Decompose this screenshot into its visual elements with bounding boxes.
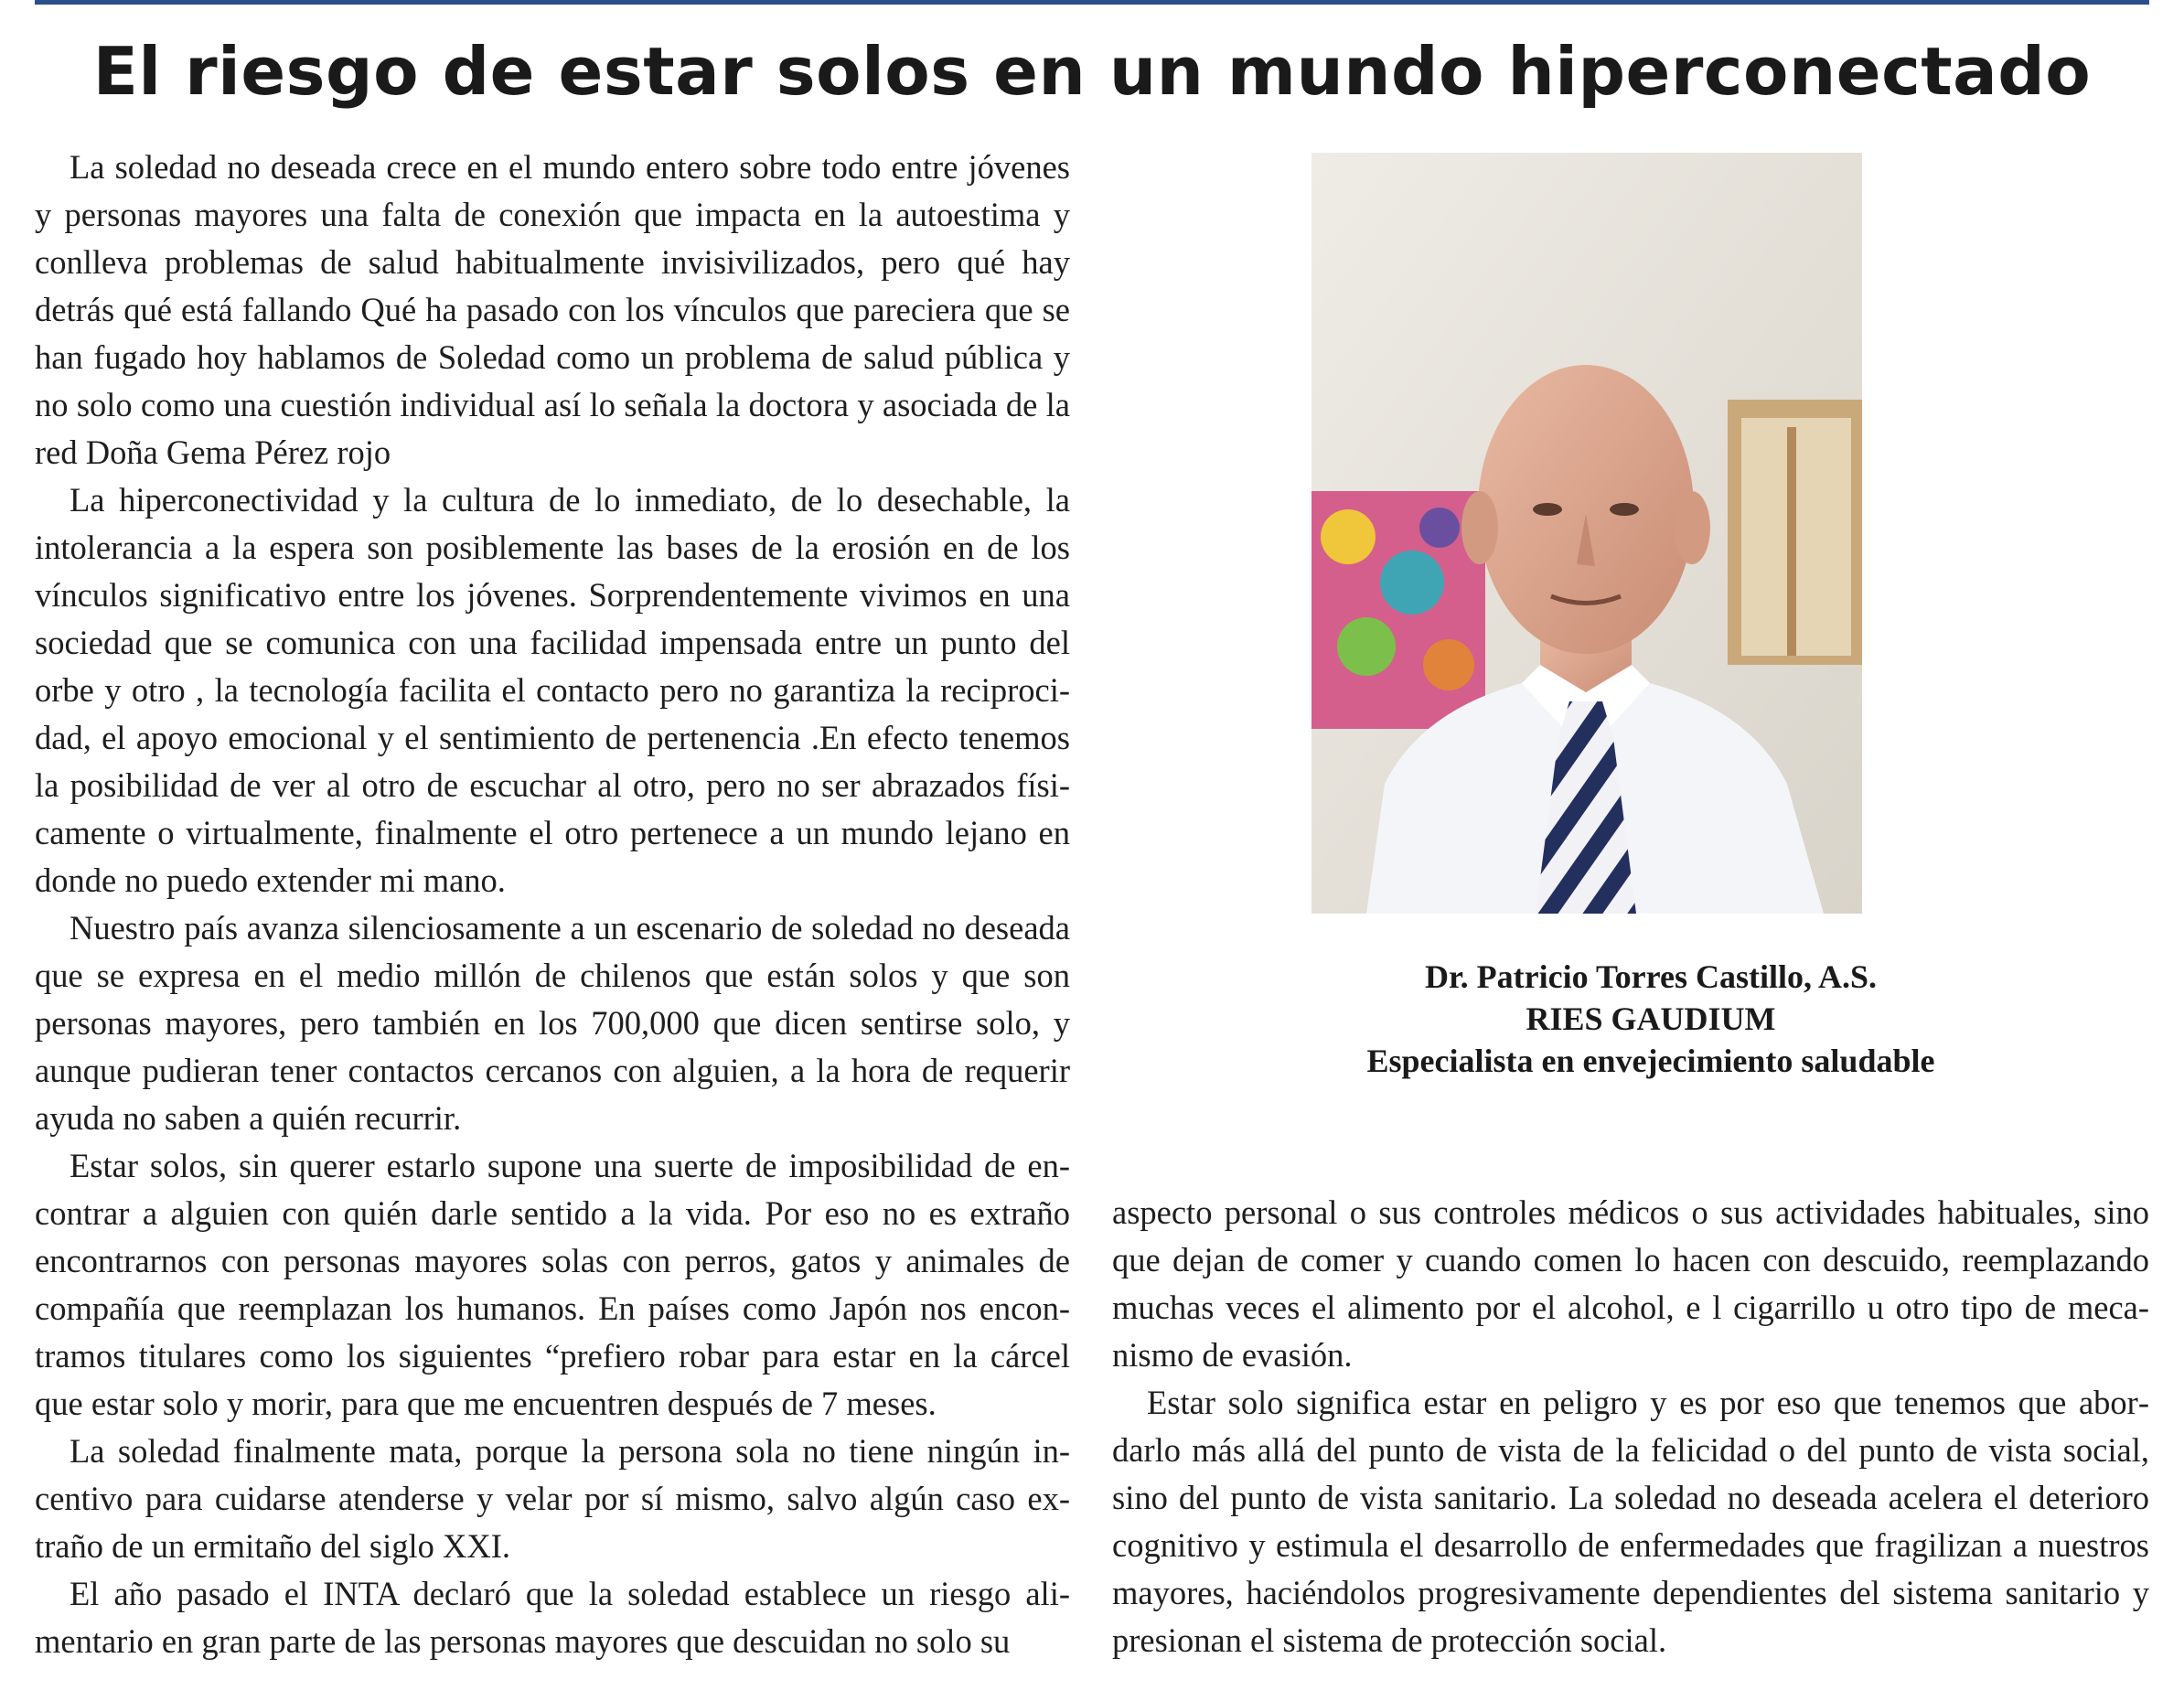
paragraph: La soledad no deseada crece en el mundo entero sobre todo entre jóvenes y personas mayores una falta de conexión que impacta en la autoestima y conlleva problemas de salud habitualmente invisivilizados, pero qué hay detrás qué está fallando Qué ha pasado con los vínculos que pareciera que se han fugado hoy hablamos de Soledad como un problema de salud pública y no solo como una cuestión individual así lo señala la doctora y asociada de la red Doña Gema Pérez rojo <box>35 148 1070 471</box>
author-name: Dr. Patricio Torres Castillo, A.S. <box>1425 958 1877 995</box>
paragraph: El año pasado el INTA declaró que la soledad establece un riesgo alimentario en gran parte de las personas mayores que descuidan no solo su <box>35 1575 1070 1660</box>
left-column <box>35 144 1070 1671</box>
paragraph: Estar solos, sin querer estarlo supone una suerte de imposibilidad de encontrar a alguien con quién darle sentido a la vida. Por eso no es extraño encontrarnos con personas mayores solas con perros, gatos y animales de compañía que reemplazan los humanos. En países como Japón nos encontramos titulares como los siguientes “prefiero robar para estar en la cárcel que estar solo y morir, para que me encuentren después de 7 meses. <box>35 1147 1070 1422</box>
paragraph: aspecto personal o sus controles médicos o sus actividades habituales, sino que dejan de comer y cuando comen lo hacen con descuido, reemplazando muchas veces el alimento por el alcohol, e l cigarrillo u otro tipo de mecanismo de evasión. <box>1112 1193 2149 1374</box>
top-rule <box>35 0 2149 5</box>
author-photo <box>1311 153 1862 914</box>
paragraph: La soledad finalmente mata, porque la persona sola no tiene ningún incentivo para cuidarse atenderse y velar por sí mismo, salvo algún caso extraño de un ermitaño del siglo XXI. <box>35 1432 1070 1565</box>
author-organization: RIES GAUDIUM <box>1526 1000 1776 1037</box>
right-column <box>1112 1189 2149 1664</box>
paragraph: La hiperconectividad y la cultura de lo inmediato, de lo desechable, la intolerancia a la espera son posiblemente las bases de la erosión en de los vínculos significativo entre los jóvenes. Sorprendentemente vivimos en una sociedad que se comunica con una facilidad impensada entre un punto del orbe y otro , la tecnología facilita el contacto pero no garantiza la reciprocidad, el apoyo emocional y el sentimiento de pertenencia .En efecto tenemos la posibilidad de ver al otro de escuchar al otro, pero no ser abrazados físicamente o virtualmente, finalmente el otro pertenece a un mundo lejano en donde no puedo extender mi mano. <box>35 481 1070 899</box>
paragraph: Estar solo significa estar en peligro y es por eso que tenemos que abordarlo más allá del punto de vista de la felicidad o del punto de vista social, sino del punto de vista sanitario. La soledad no deseada acelera el deterioro cognitivo y estimula el desarrollo de enfermedades que fragilizan a nuestros mayores, haciéndolos progresivamente dependientes del sistema sanitario y presionan el sistema de protección social. <box>1112 1384 2149 1659</box>
paragraph: Nuestro país avanza silenciosamente a un escenario de soledad no deseada que se expresa en el medio millón de chilenos que están solos y que son personas mayores, pero también en los 700,000 que dicen sentirse solo, y aunque pudieran tener contactos cercanos con alguien, a la hora de requerir ayuda no saben a quién recurrir. <box>35 909 1070 1137</box>
author-caption <box>1189 956 2113 1082</box>
author-role: Especialista en envejecimiento saludable <box>1366 1043 1935 1079</box>
article-title: El riesgo de estar solos en un mundo hiperconectado <box>92 33 2092 110</box>
